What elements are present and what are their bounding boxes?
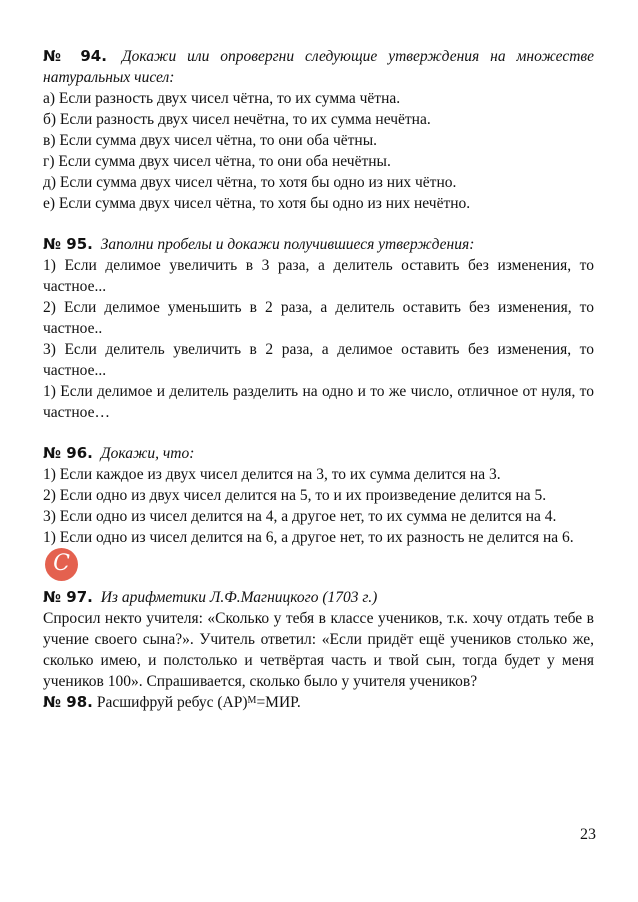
task-97 xyxy=(43,587,594,692)
statement-line: 3) Если одно из чисел делится на 4, а другое нет, то их сумма не делится на 4. xyxy=(43,508,557,525)
statement-line: 2) Если одно из двух чисел делится на 5, то и их произведение делится на 5. xyxy=(43,487,547,504)
task-title: Заполни пробелы и докажи получившиеся утверждения: xyxy=(100,236,475,253)
statement-line: 1) Если делимое и делитель разделить на одно и то же число, отличное от нуля, то частное… xyxy=(43,383,594,421)
statement-line: а) Если разность двух чисел чётна, то их сумма чётна. xyxy=(43,90,401,107)
marker-letter: C xyxy=(53,551,70,576)
statement-line: д) Если сумма двух чисел чётна, то хотя бы одно из них чётно. xyxy=(43,174,457,191)
statement-line: 1) Если делимое увеличить в 3 раза, а делитель оставить без изменения, то частное... xyxy=(43,257,594,295)
task-title: Докажи, что: xyxy=(100,445,195,462)
statement-line: 2) Если делимое уменьшить в 2 раза, а делитель оставить без изменения, то частное.. xyxy=(43,299,594,337)
task-title: Из арифметики Л.Ф.Магницкого (1703 г.) xyxy=(100,589,378,606)
task-number: № 97. xyxy=(43,588,93,606)
task-96 xyxy=(43,443,594,548)
task-number: № 98. xyxy=(43,693,93,711)
task-number: № 95. xyxy=(43,235,93,253)
statement-line: е) Если сумма двух чисел чётна, то хотя бы одно из них нечётно. xyxy=(43,195,471,212)
task-heading xyxy=(43,587,594,608)
rebus-text: Расшифруй ребус (АР) xyxy=(96,694,248,711)
statement-line: в) Если сумма двух чисел чётна, то они оба чётны. xyxy=(43,132,377,149)
task-heading xyxy=(43,46,594,88)
page-number: 23 xyxy=(580,826,596,843)
statement-line: 1) Если каждое из двух чисел делится на 3, то их сумма делится на 3. xyxy=(43,466,501,483)
statement-line: 1) Если одно из чисел делится на 6, а другое нет, то их разность не делится на 6. xyxy=(43,529,574,546)
task-heading xyxy=(43,692,594,713)
task-title: Докажи или опровергни следующие утверждения на множестве натуральных чисел: xyxy=(43,48,595,86)
task-98 xyxy=(43,692,594,713)
rebus-result: =МИР. xyxy=(256,694,301,711)
rebus-exponent: М xyxy=(247,695,257,706)
task-94 xyxy=(43,46,594,214)
task-number: № 96. xyxy=(43,444,93,462)
task-heading xyxy=(43,443,594,464)
task-number: № 94. xyxy=(43,47,107,65)
page-content xyxy=(43,46,594,713)
task-95 xyxy=(43,234,594,423)
statement-line: б) Если разность двух чисел нечётна, то их сумма нечётна. xyxy=(43,111,431,128)
statement-line: г) Если сумма двух чисел чётна, то они оба нечётны. xyxy=(43,153,391,170)
creative-task-icon xyxy=(45,548,78,581)
task-heading xyxy=(43,234,594,255)
task-text: Спросил некто учителя: «Сколько у тебя в классе учеников, т.к. хочу отдать тебе в учение своего сына?». Учитель ответил: «Если придёт ещё учеников столько же, сколько имею, и полстолько и четвёртая часть и твой сын, тогда будет у меня учеников 100». Спрашивается, сколько было у учителя учеников? xyxy=(43,610,594,690)
statement-line: 3) Если делитель увеличить в 2 раза, а делимое оставить без изменения, то частное... xyxy=(43,341,594,379)
